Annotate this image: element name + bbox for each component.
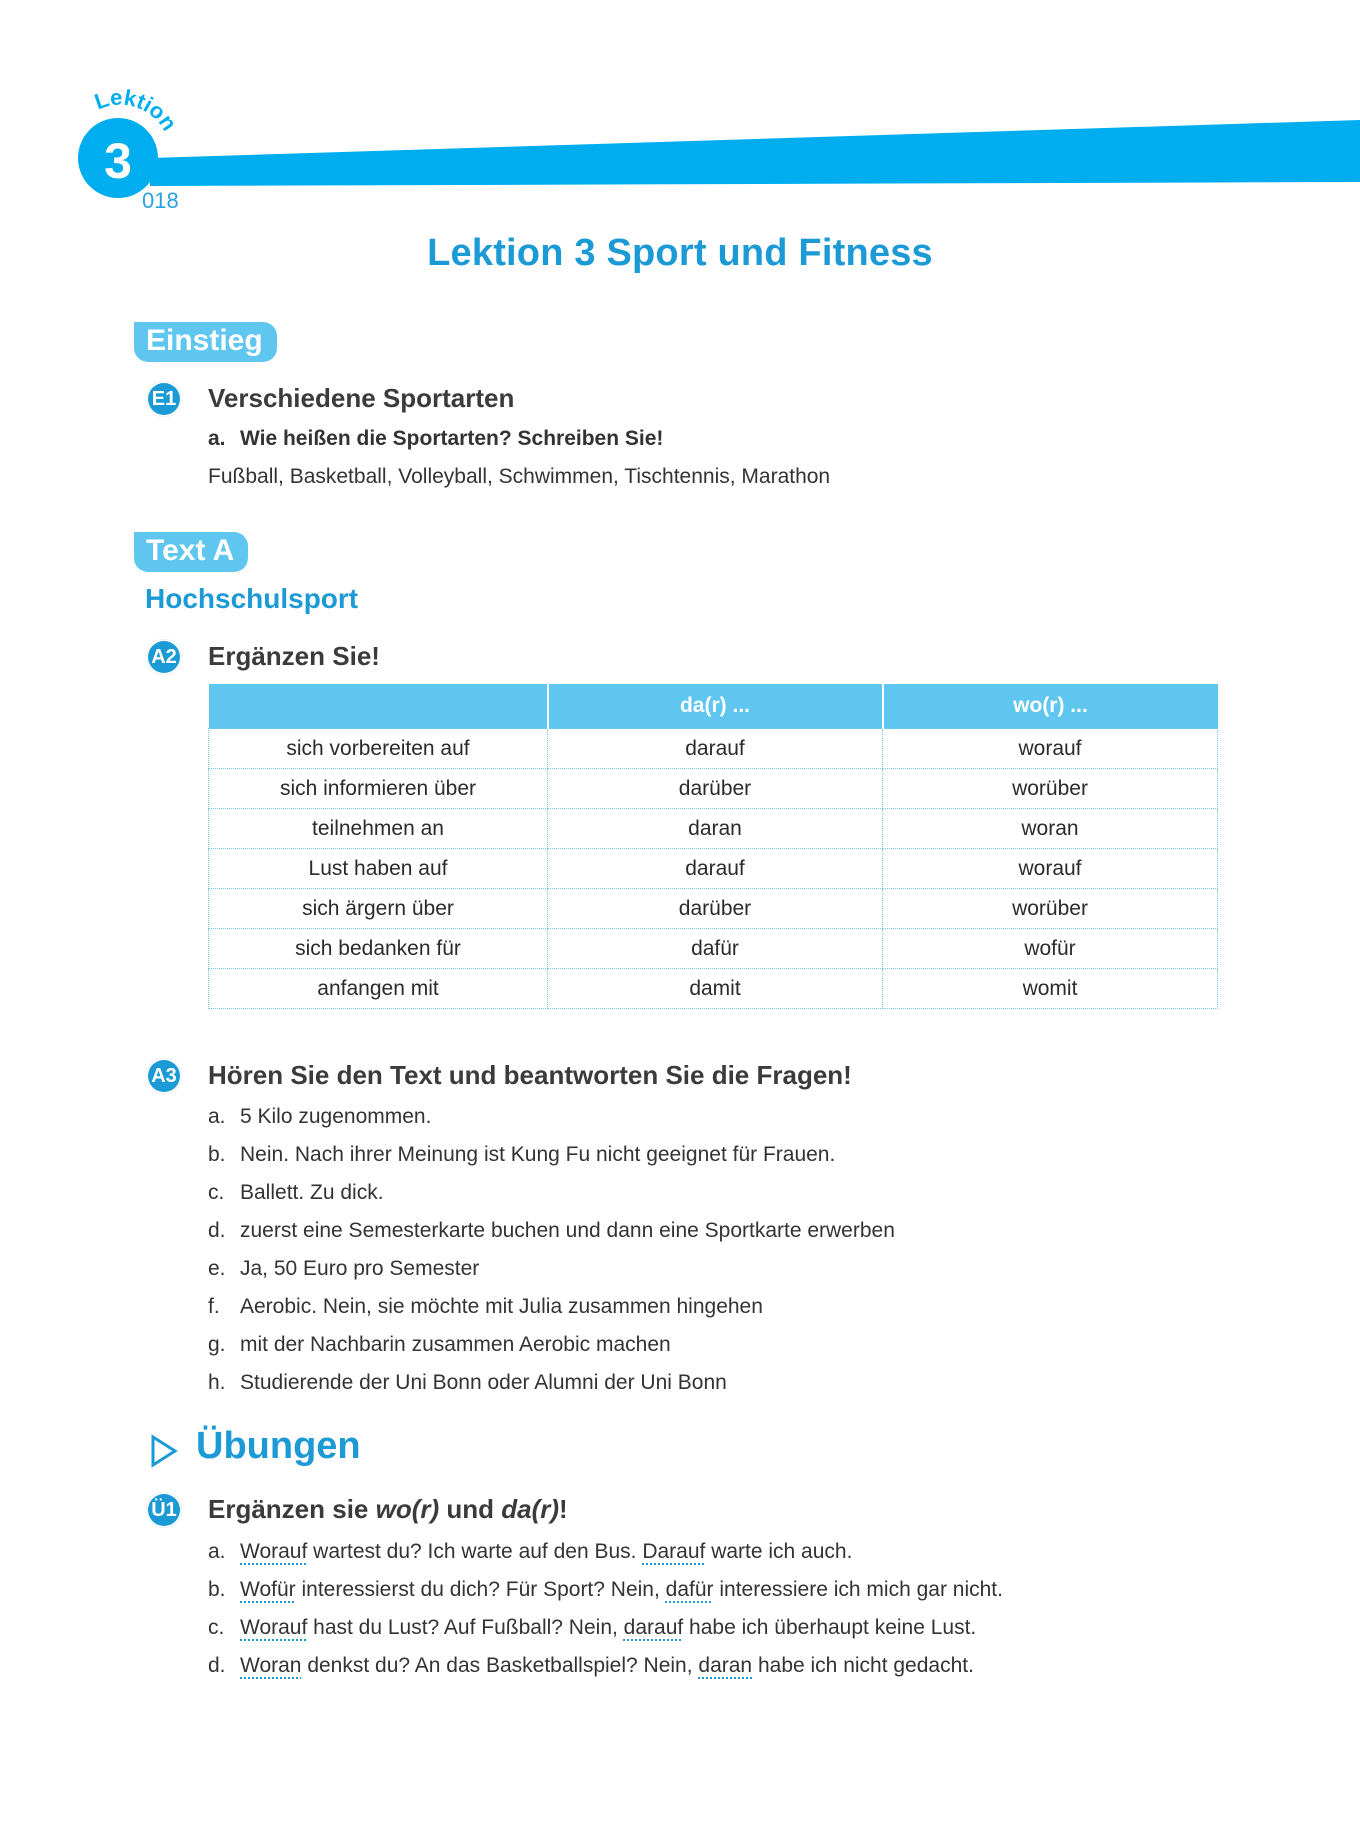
- exercise-badge-a3: A3: [146, 1058, 182, 1094]
- list-item: [208, 1143, 835, 1167]
- table-cell: darauf: [548, 849, 883, 889]
- table-cell: darauf: [548, 729, 883, 769]
- filled-word: Wofür: [240, 1578, 296, 1601]
- table-cell: anfangen mit: [209, 969, 548, 1009]
- list-item: [208, 1219, 895, 1243]
- table-header-cell: da(r) ...: [548, 684, 883, 729]
- item-label: b.: [208, 1578, 226, 1601]
- filled-word: darauf: [623, 1616, 684, 1639]
- table-cell: Lust haben auf: [209, 849, 548, 889]
- table-header-cell: [209, 684, 548, 729]
- task-label: a.: [208, 427, 226, 450]
- table-cell: sich informieren über: [209, 769, 548, 809]
- play-triangle-icon: [150, 1434, 178, 1468]
- filled-word: dafür: [665, 1578, 714, 1601]
- item-label: b.: [208, 1143, 226, 1166]
- exercise-title-a3: Hören Sie den Text und beantworten Sie die Fragen!: [208, 1060, 852, 1090]
- table-cell: darüber: [548, 769, 883, 809]
- item-text: Aerobic. Nein, sie möchte mit Julia zusammen hingehen: [240, 1295, 763, 1318]
- table-row: [209, 809, 1218, 849]
- table-cell: worauf: [883, 729, 1218, 769]
- list-item: [208, 1295, 763, 1319]
- table-cell: teilnehmen an: [209, 809, 548, 849]
- section-title-uebungen: Übungen: [196, 1425, 361, 1467]
- table-row: [209, 889, 1218, 929]
- sentence-text: denkst du? An das Basketballspiel? Nein,: [301, 1654, 699, 1677]
- subtitle-hochschulsport: Hochschulsport: [145, 583, 359, 614]
- sentence-item: [208, 1578, 1003, 1602]
- filled-word: daran: [698, 1654, 753, 1677]
- page-title: Lektion 3 Sport und Fitness: [427, 232, 933, 274]
- blue-stripe: [150, 120, 1360, 186]
- table-cell: worüber: [883, 769, 1218, 809]
- table-row: [209, 769, 1218, 809]
- sentence-item: [208, 1616, 976, 1640]
- exercise-badge-a2: A2: [146, 639, 182, 675]
- filled-word: Woran: [240, 1654, 302, 1677]
- table-cell: sich vorbereiten auf: [209, 729, 548, 769]
- table-row: [209, 929, 1218, 969]
- table-row: [209, 849, 1218, 889]
- item-label: d.: [208, 1654, 226, 1677]
- page-number: 018: [142, 188, 179, 213]
- answer-line-e1: Fußball, Basketball, Volleyball, Schwimmen, Tischtennis, Marathon: [208, 465, 831, 488]
- table-cell: damit: [548, 969, 883, 1009]
- table-cell: worauf: [883, 849, 1218, 889]
- table-row: [209, 729, 1218, 769]
- filled-word: Worauf: [240, 1540, 308, 1563]
- sentence-item: [208, 1654, 974, 1678]
- list-item: [208, 1333, 671, 1357]
- item-label: a.: [208, 1105, 226, 1128]
- title-part: und: [439, 1494, 502, 1524]
- table-cell: womit: [883, 969, 1218, 1009]
- sentence-text: warte ich auch.: [705, 1540, 853, 1563]
- item-label: c.: [208, 1616, 225, 1639]
- section-pill-text-a: Text A: [134, 532, 248, 572]
- lektion-word: Lektion: [91, 84, 182, 136]
- item-text: zuerst eine Semesterkarte buchen und dann eine Sportkarte erwerben: [240, 1219, 895, 1242]
- table-cell: woran: [883, 809, 1218, 849]
- sentence-text: habe ich überhaupt keine Lust.: [683, 1616, 977, 1639]
- title-part-da: da(r): [501, 1494, 560, 1524]
- filled-word: Darauf: [642, 1540, 706, 1563]
- table-cell: darüber: [548, 889, 883, 929]
- item-label: a.: [208, 1540, 226, 1563]
- sentence-text: wartest du? Ich warte auf den Bus.: [307, 1540, 643, 1563]
- item-label: f.: [208, 1295, 220, 1318]
- item-text: Ballett. Zu dick.: [240, 1181, 384, 1204]
- item-text: mit der Nachbarin zusammen Aerobic machen: [240, 1333, 671, 1356]
- sentence-text: hast du Lust? Auf Fußball? Nein,: [307, 1616, 624, 1639]
- list-item: [208, 1257, 479, 1281]
- sentence-text: habe ich nicht gedacht.: [752, 1654, 974, 1677]
- exercise-badge-e1: E1: [146, 381, 182, 417]
- exercise-badge-u1: Ü1: [146, 1492, 182, 1528]
- list-item: [208, 1105, 431, 1129]
- item-label: c.: [208, 1181, 225, 1204]
- task-line-e1a: [208, 427, 663, 451]
- da-wo-table: [208, 684, 1218, 1009]
- title-part: !: [559, 1494, 568, 1524]
- exercise-title-e1: Verschiedene Sportarten: [208, 383, 515, 413]
- item-label: e.: [208, 1257, 226, 1280]
- task-text: Wie heißen die Sportarten? Schreiben Sie!: [240, 427, 664, 450]
- exercise-title-a2: Ergänzen Sie!: [208, 641, 380, 671]
- item-label: h.: [208, 1371, 226, 1394]
- item-text: Nein. Nach ihrer Meinung ist Kung Fu nicht geeignet für Frauen.: [240, 1143, 836, 1166]
- lektion-number: 3: [104, 133, 132, 189]
- section-pill-einstieg: Einstieg: [134, 322, 277, 362]
- title-part: Ergänzen sie: [208, 1494, 376, 1524]
- sentence-text: interessiere ich mich gar nicht.: [713, 1578, 1003, 1601]
- exercise-title-u1: [208, 1494, 568, 1525]
- item-label: g.: [208, 1333, 226, 1356]
- sentence-item: [208, 1540, 852, 1564]
- filled-word: Worauf: [240, 1616, 308, 1639]
- table-header-row: [209, 684, 1218, 729]
- sentence-text: interessierst du dich? Für Sport? Nein,: [295, 1578, 666, 1601]
- table-cell: sich bedanken für: [209, 929, 548, 969]
- item-text: 5 Kilo zugenommen.: [240, 1105, 432, 1128]
- item-text: Studierende der Uni Bonn oder Alumni der Uni Bonn: [240, 1371, 727, 1394]
- table-cell: daran: [548, 809, 883, 849]
- table-cell: dafür: [548, 929, 883, 969]
- item-label: d.: [208, 1219, 226, 1242]
- item-text: Ja, 50 Euro pro Semester: [240, 1257, 480, 1280]
- table-cell: sich ärgern über: [209, 889, 548, 929]
- title-part-wo: wo(r): [375, 1494, 440, 1524]
- table-header-cell: wo(r) ...: [883, 684, 1218, 729]
- lektion-header-band: [0, 0, 1360, 220]
- list-item: [208, 1181, 384, 1205]
- list-item: [208, 1371, 727, 1395]
- table-row: [209, 969, 1218, 1009]
- table-cell: worüber: [883, 889, 1218, 929]
- table-cell: wofür: [883, 929, 1218, 969]
